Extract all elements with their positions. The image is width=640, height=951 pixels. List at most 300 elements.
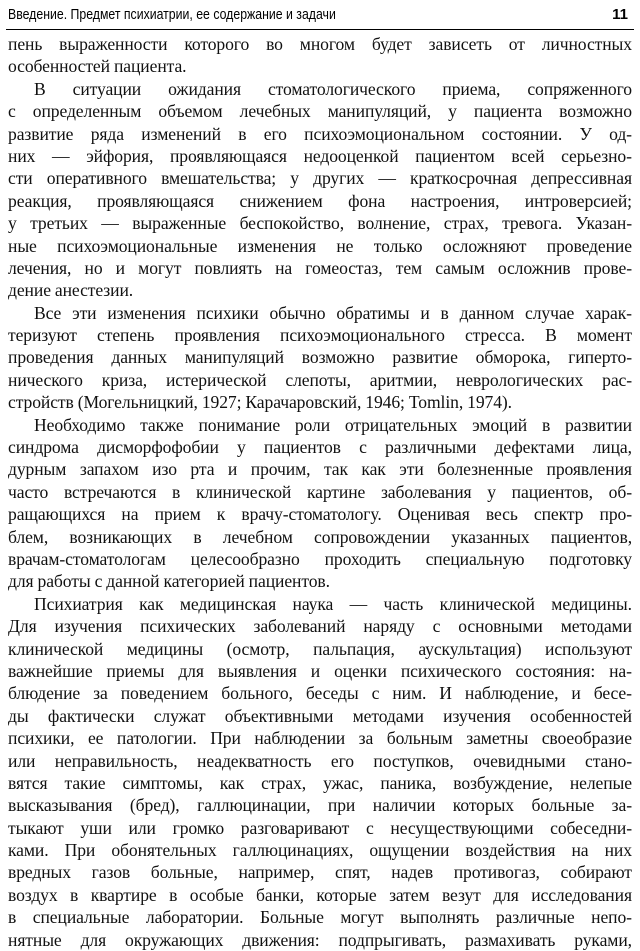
text-line bbox=[8, 526, 632, 548]
word: страх, bbox=[443, 213, 489, 234]
word: При bbox=[210, 728, 241, 749]
word: недооценкой bbox=[303, 145, 399, 166]
word: бесе- bbox=[593, 683, 632, 704]
word: уши bbox=[80, 817, 112, 838]
word: громко bbox=[172, 817, 225, 838]
word: од- bbox=[609, 123, 632, 144]
word: непо- bbox=[591, 907, 632, 928]
text-line bbox=[8, 750, 632, 772]
text-line bbox=[8, 794, 632, 816]
word: аритмии, bbox=[369, 369, 438, 390]
word: воздух bbox=[8, 884, 58, 905]
word: такие bbox=[64, 772, 106, 793]
word: криза, bbox=[101, 369, 148, 390]
word: не bbox=[336, 235, 354, 256]
word: паника, bbox=[380, 772, 437, 793]
running-title: Введение. Предмет психиатрии, ее содержание и задачи bbox=[8, 6, 336, 23]
word: лечебном bbox=[222, 526, 293, 547]
word: важнейшие bbox=[8, 660, 93, 681]
word: пациентов. bbox=[248, 571, 330, 592]
word: развитие bbox=[392, 347, 458, 368]
word: волнение, bbox=[357, 213, 431, 234]
word: клинической bbox=[8, 638, 104, 659]
word: осложнив bbox=[497, 257, 571, 278]
word: проявляющаяся bbox=[169, 145, 287, 166]
word: состояния: bbox=[515, 660, 596, 681]
word: блюдение bbox=[8, 683, 81, 704]
word: обонятельных bbox=[111, 840, 217, 861]
word: медицины bbox=[126, 638, 204, 659]
word: встречаются bbox=[63, 481, 157, 502]
word: проявления bbox=[174, 325, 260, 346]
word: рта bbox=[190, 459, 215, 480]
word: запахом bbox=[79, 459, 139, 480]
word: Больные bbox=[260, 907, 324, 928]
word: стресса. bbox=[464, 325, 525, 346]
word: которые bbox=[316, 884, 377, 905]
word: ощущении bbox=[369, 840, 450, 861]
word: с bbox=[8, 101, 16, 122]
word: за- bbox=[611, 795, 632, 816]
word: данных bbox=[111, 347, 167, 368]
word: для bbox=[493, 884, 519, 905]
word: манипуляций, bbox=[327, 101, 432, 122]
text-line bbox=[8, 638, 632, 660]
word: специальные bbox=[32, 907, 130, 928]
word: рас- bbox=[602, 369, 632, 390]
word: роли bbox=[294, 414, 331, 435]
word: с bbox=[365, 817, 374, 838]
word: лечения, bbox=[8, 257, 72, 278]
word: об- bbox=[608, 481, 632, 502]
word: надев bbox=[391, 862, 434, 883]
word: своеобразие bbox=[541, 728, 632, 749]
word: больного, bbox=[221, 683, 293, 704]
word: возможно bbox=[301, 347, 375, 368]
word: на- bbox=[609, 660, 632, 681]
word: могут bbox=[138, 257, 182, 278]
word: эти bbox=[72, 302, 97, 323]
word: краткосрочная bbox=[410, 168, 518, 189]
word: с bbox=[432, 616, 441, 637]
word: собеседни- bbox=[550, 817, 632, 838]
word: в bbox=[440, 302, 449, 323]
text-line bbox=[8, 727, 632, 749]
word: прове- bbox=[583, 257, 632, 278]
word: них bbox=[604, 840, 632, 861]
text-line bbox=[8, 772, 632, 794]
word: беспокойство, bbox=[239, 213, 344, 234]
word: картине bbox=[306, 481, 366, 502]
word: момент bbox=[576, 325, 632, 346]
word: врачам-стоматологам bbox=[8, 548, 166, 569]
word: наблюдение, bbox=[464, 683, 559, 704]
word: несуществующими bbox=[390, 817, 534, 838]
text-line bbox=[8, 78, 632, 100]
word: тревога. bbox=[502, 213, 563, 234]
word: разговаривают bbox=[240, 817, 350, 838]
word: дисморфофобии bbox=[97, 437, 219, 458]
word: повлиять bbox=[194, 257, 262, 278]
word: истерической bbox=[165, 369, 267, 390]
text-line bbox=[8, 235, 632, 257]
word: у bbox=[448, 101, 457, 122]
word: больные, bbox=[150, 862, 218, 883]
word: методами bbox=[560, 616, 632, 637]
word: (осмотр, bbox=[226, 638, 290, 659]
word: ее bbox=[87, 728, 104, 749]
word: эмоций bbox=[472, 414, 528, 435]
word: различными bbox=[384, 437, 477, 458]
text-line bbox=[8, 167, 632, 189]
word: — bbox=[378, 168, 396, 189]
word: спят, bbox=[334, 862, 371, 883]
word: пациента bbox=[473, 101, 543, 122]
word: воздействия bbox=[465, 840, 556, 861]
word: (Могельницкий, bbox=[77, 392, 198, 413]
word: Tomlin, bbox=[408, 392, 464, 413]
word: у bbox=[290, 168, 299, 189]
word: стоматологического bbox=[267, 78, 416, 99]
word: основными bbox=[458, 616, 543, 637]
word: например, bbox=[238, 862, 315, 883]
word: лаборатории. bbox=[145, 907, 244, 928]
word: нятные bbox=[8, 929, 62, 950]
word: зависеть bbox=[428, 34, 492, 54]
word: неврологических bbox=[455, 369, 584, 390]
word: работы bbox=[37, 571, 91, 592]
word: сти bbox=[8, 168, 33, 189]
word: его bbox=[330, 750, 354, 771]
word: случае bbox=[525, 302, 575, 323]
word: психических bbox=[140, 616, 236, 637]
word: возможно bbox=[559, 101, 632, 122]
word: дурным bbox=[8, 459, 67, 480]
word: так bbox=[323, 459, 348, 480]
word: психического bbox=[400, 660, 502, 681]
word: медицинская bbox=[179, 593, 277, 614]
word: обморока, bbox=[475, 347, 551, 368]
word: Оценивая bbox=[397, 504, 470, 525]
word: выраженности bbox=[59, 34, 168, 54]
word: ужас, bbox=[323, 772, 364, 793]
text-line bbox=[8, 817, 632, 839]
word: от bbox=[508, 34, 525, 54]
word: во bbox=[266, 34, 283, 54]
word: депрессивная bbox=[531, 168, 632, 189]
word: наряду bbox=[363, 616, 415, 637]
word: очевидными bbox=[473, 750, 566, 771]
word: всей bbox=[511, 145, 545, 166]
word: прочим, bbox=[250, 459, 311, 480]
text-line bbox=[8, 324, 632, 346]
word: но bbox=[84, 257, 103, 278]
word: пень bbox=[8, 34, 43, 54]
word: психики, bbox=[8, 728, 75, 749]
word: данном bbox=[459, 302, 515, 323]
word: у bbox=[8, 213, 17, 234]
word: в bbox=[169, 884, 178, 905]
word: ситуации bbox=[72, 78, 142, 99]
word: в bbox=[8, 907, 17, 928]
word: состоянии. bbox=[481, 123, 563, 144]
word: серьезно- bbox=[561, 145, 632, 166]
word: спектр bbox=[533, 504, 584, 525]
page-number: 11 bbox=[612, 6, 628, 23]
word: или bbox=[8, 750, 36, 771]
word: и bbox=[310, 660, 321, 681]
word: выраженные bbox=[132, 213, 227, 234]
word: проведение bbox=[546, 235, 632, 256]
word: дефектами bbox=[494, 437, 575, 458]
word: гиперто- bbox=[568, 347, 632, 368]
word: и bbox=[420, 302, 430, 323]
word: проходить bbox=[324, 548, 401, 569]
word: гомеостаз, bbox=[305, 257, 383, 278]
word: 1974). bbox=[467, 392, 512, 413]
word: лица, bbox=[592, 437, 632, 458]
word: с bbox=[371, 683, 380, 704]
word: определенным bbox=[32, 101, 142, 122]
word: (бред), bbox=[129, 795, 180, 816]
word: высказывания bbox=[8, 795, 113, 816]
word: галлюцинации, bbox=[197, 795, 311, 816]
text-line bbox=[8, 436, 632, 458]
word: только bbox=[373, 235, 423, 256]
word: изменения bbox=[237, 235, 316, 256]
word: аускультация) bbox=[418, 638, 522, 659]
word: и bbox=[227, 459, 238, 480]
word: особые bbox=[189, 884, 244, 905]
word: психики bbox=[196, 302, 259, 323]
word: интроверсией; bbox=[524, 190, 632, 211]
word: проявляющаяся bbox=[97, 190, 215, 211]
word: наличии bbox=[372, 795, 436, 816]
word: заболеваний bbox=[253, 616, 346, 637]
word: используют bbox=[545, 638, 632, 659]
word: с bbox=[94, 571, 103, 592]
word: стано- bbox=[585, 750, 632, 771]
word: и bbox=[571, 683, 581, 704]
word: на bbox=[275, 257, 293, 278]
word: Для bbox=[8, 616, 37, 637]
word: для bbox=[8, 571, 34, 592]
word: слепоты, bbox=[285, 369, 351, 390]
word: различные bbox=[495, 907, 575, 928]
word: настроения, bbox=[410, 190, 500, 211]
header-rule bbox=[6, 29, 634, 30]
word: блем, bbox=[8, 526, 49, 547]
word: специальную bbox=[425, 548, 525, 569]
text-line bbox=[8, 906, 632, 928]
word: выполнять bbox=[400, 907, 480, 928]
text-line bbox=[8, 861, 632, 883]
word: пациентом bbox=[415, 145, 495, 166]
word: категорией bbox=[163, 571, 245, 592]
word: обычно bbox=[269, 302, 326, 323]
text-line bbox=[8, 145, 632, 167]
word: ками. bbox=[8, 840, 49, 861]
word: пациентов, bbox=[511, 481, 593, 502]
text-line bbox=[8, 458, 632, 480]
word: служат bbox=[153, 705, 206, 726]
word: клинической bbox=[195, 481, 292, 502]
word: прием bbox=[154, 504, 201, 525]
word: стройств bbox=[8, 392, 74, 413]
word: пациентов, bbox=[550, 526, 632, 547]
word: Указан- bbox=[575, 213, 632, 234]
word: вмешательства; bbox=[161, 168, 277, 189]
word: медицины. bbox=[551, 593, 632, 614]
word: исследования bbox=[531, 884, 632, 905]
word: эйфория, bbox=[86, 145, 154, 166]
text-line bbox=[8, 346, 632, 368]
word: анестезии. bbox=[54, 280, 134, 301]
text-line bbox=[8, 414, 632, 436]
word: к bbox=[216, 504, 226, 525]
text-line bbox=[8, 55, 632, 77]
text-line bbox=[8, 212, 632, 234]
word: собирают bbox=[560, 862, 632, 883]
text-line bbox=[8, 391, 632, 413]
word: изменений bbox=[141, 123, 221, 144]
text-line bbox=[8, 705, 632, 727]
text-line bbox=[8, 257, 632, 279]
word: При bbox=[64, 840, 96, 861]
word: наука bbox=[292, 593, 334, 614]
word: или bbox=[128, 817, 156, 838]
word: них bbox=[8, 145, 36, 166]
word: фактически bbox=[47, 705, 135, 726]
word: у bbox=[487, 481, 496, 502]
word: объемом bbox=[158, 101, 223, 122]
word: размахивать bbox=[464, 929, 556, 950]
running-head bbox=[0, 0, 640, 30]
word: оценки bbox=[334, 660, 387, 681]
word: тыкают bbox=[8, 817, 64, 838]
word: часть bbox=[383, 593, 424, 614]
word: пациентов bbox=[263, 437, 341, 458]
word: обратимы bbox=[336, 302, 410, 323]
word: страх, bbox=[261, 772, 307, 793]
text-line bbox=[8, 570, 632, 592]
word: больные bbox=[531, 795, 595, 816]
word: врачу-стоматологу. bbox=[241, 504, 382, 525]
word: которого bbox=[184, 34, 250, 54]
text-line bbox=[8, 33, 632, 55]
word: реакция, bbox=[8, 190, 72, 211]
word: как bbox=[361, 459, 386, 480]
word: изучения bbox=[54, 616, 123, 637]
word: эти bbox=[399, 459, 424, 480]
word: 1946; bbox=[365, 392, 405, 413]
word: вятся bbox=[8, 772, 48, 793]
text-line bbox=[8, 839, 632, 861]
word: ные bbox=[8, 235, 37, 256]
word: в bbox=[172, 481, 181, 502]
word: также bbox=[140, 414, 184, 435]
word: как bbox=[219, 772, 245, 793]
word: возникающих bbox=[69, 526, 173, 547]
text-line bbox=[8, 615, 632, 637]
word: объективными bbox=[224, 705, 334, 726]
word: дение bbox=[8, 280, 51, 301]
word: симптомы, bbox=[122, 772, 203, 793]
word: изучения bbox=[443, 705, 511, 726]
word: подпрыгивать, bbox=[338, 929, 447, 950]
word: третьих bbox=[30, 213, 88, 234]
word: противогаз, bbox=[453, 862, 540, 883]
text-line bbox=[8, 100, 632, 122]
word: развитие bbox=[8, 123, 74, 144]
text-line bbox=[8, 660, 632, 682]
word: лечебных bbox=[239, 101, 311, 122]
word: развитии bbox=[564, 414, 632, 435]
word: затем bbox=[389, 884, 430, 905]
text-line bbox=[8, 190, 632, 212]
word: у bbox=[237, 437, 246, 458]
word: синдрома bbox=[8, 437, 79, 458]
word: заболевания bbox=[380, 481, 472, 502]
word: пальпация, bbox=[313, 638, 395, 659]
word: ним. bbox=[392, 683, 427, 704]
word: больным bbox=[386, 728, 453, 749]
word: которых bbox=[452, 795, 514, 816]
word: ды bbox=[8, 705, 29, 726]
text-line bbox=[8, 929, 632, 951]
word: и bbox=[115, 257, 125, 278]
word: данной bbox=[106, 571, 160, 592]
word: квартире bbox=[90, 884, 157, 905]
word: сопряженного bbox=[527, 78, 632, 99]
word: ожидания bbox=[168, 78, 241, 99]
word: изо bbox=[152, 459, 177, 480]
word: психоэмоциональные bbox=[57, 235, 218, 256]
word: окружающих bbox=[125, 929, 224, 950]
word: наблюдении bbox=[254, 728, 346, 749]
word: проведения bbox=[8, 347, 94, 368]
word: выявления bbox=[217, 660, 297, 681]
word: как bbox=[139, 593, 164, 614]
word: указанных bbox=[451, 526, 530, 547]
word: клинической bbox=[439, 593, 535, 614]
word: для bbox=[178, 660, 204, 681]
word: поведением bbox=[120, 683, 209, 704]
word: 1927; bbox=[201, 392, 242, 413]
word: банки, bbox=[256, 884, 304, 905]
word: приемы bbox=[106, 660, 165, 681]
word: в bbox=[238, 123, 247, 144]
word: снижением bbox=[239, 190, 323, 211]
word: других bbox=[313, 168, 365, 189]
word: целесообразно bbox=[190, 548, 300, 569]
text-line bbox=[8, 302, 632, 324]
body-text bbox=[8, 33, 632, 951]
text-line bbox=[8, 548, 632, 570]
text-line bbox=[8, 593, 632, 615]
word: Необходимо bbox=[34, 414, 126, 435]
word: понимание bbox=[198, 414, 281, 435]
word: неправильность, bbox=[54, 750, 178, 771]
text-line bbox=[8, 123, 632, 145]
word: оперативного bbox=[46, 168, 147, 189]
word: в bbox=[193, 526, 202, 547]
word: весь bbox=[485, 504, 518, 525]
word: заметны bbox=[466, 728, 529, 749]
text-line bbox=[8, 369, 632, 391]
word: изменения bbox=[107, 302, 186, 323]
word: в bbox=[541, 414, 551, 435]
